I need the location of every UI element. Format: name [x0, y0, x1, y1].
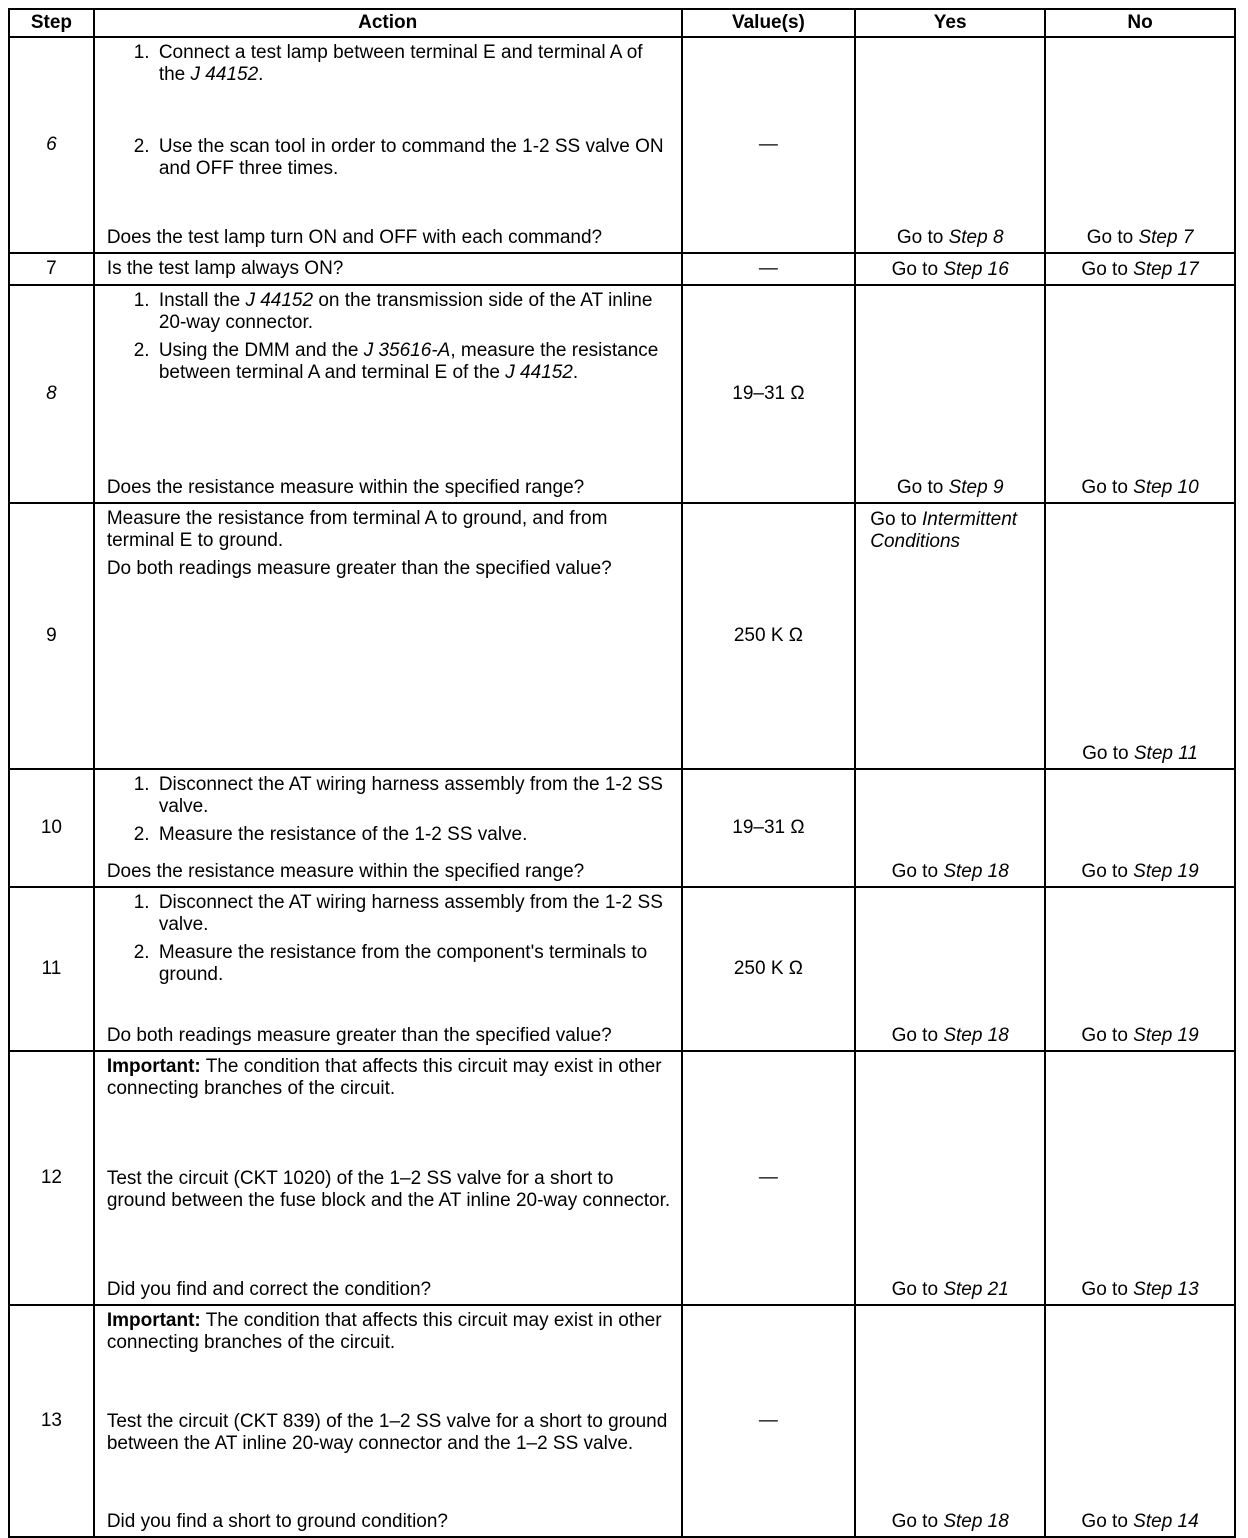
step-number: 8 — [9, 285, 94, 503]
step-link[interactable]: Step 18 — [943, 1511, 1009, 1532]
step-link[interactable]: Step 7 — [1138, 227, 1194, 248]
table-row-step-11 — [9, 887, 1235, 1051]
action-cell — [94, 503, 682, 769]
no-cell: Go to Step 10 — [1045, 285, 1235, 503]
list-item: 2. Measure the resistance from the component's terminals to ground. — [155, 942, 671, 986]
diagnostic-table-page — [8, 8, 1236, 1532]
step-number: 10 — [9, 769, 94, 887]
action-cell — [94, 37, 682, 253]
step-number: 13 — [9, 1305, 94, 1537]
step-number: 7 — [9, 253, 94, 285]
step-link[interactable]: Step 10 — [1133, 477, 1199, 498]
step-number: 9 — [9, 503, 94, 769]
question-text: Does the resistance measure within the specified range? — [106, 477, 585, 498]
question-text: Does the test lamp turn ON and OFF with each command? — [106, 227, 603, 248]
table-row-step-7 — [9, 253, 1235, 285]
value-cell: 19–31 Ω — [682, 769, 856, 887]
yes-cell: Go to Step 9 — [855, 285, 1045, 503]
no-cell: Go to Step 17 — [1045, 253, 1235, 285]
action-cell — [94, 253, 682, 285]
action-cell — [94, 769, 682, 887]
step-link[interactable]: Step 18 — [943, 861, 1009, 882]
no-cell: Go to Step 19 — [1045, 769, 1235, 887]
no-cell: Go to Step 11 — [1045, 503, 1235, 769]
table-row-step-6 — [9, 37, 1235, 253]
step-link[interactable]: Step 16 — [943, 259, 1009, 280]
no-cell: Go to Step 14 — [1045, 1305, 1235, 1537]
step-link[interactable]: Step 11 — [1133, 743, 1198, 764]
table-row-step-12 — [9, 1051, 1235, 1305]
step-number: 6 — [9, 37, 94, 253]
step-link[interactable]: Step 14 — [1133, 1511, 1199, 1532]
header-yes: Yes — [855, 9, 1045, 37]
action-text: Test the circuit (CKT 1020) of the 1–2 SS valve for a short to ground between the fuse block and the AT inline 20-way connector. — [106, 1167, 671, 1211]
yes-cell: Go to Step 18 — [855, 769, 1045, 887]
action-text: Measure the resistance from terminal A to ground, and from terminal E to ground. — [106, 508, 608, 551]
step-link[interactable]: Step 21 — [943, 1279, 1009, 1300]
question-text: Did you find a short to ground condition? — [106, 1511, 448, 1532]
action-cell — [94, 1051, 682, 1305]
table-row-step-8 — [9, 285, 1235, 503]
list-item: 2. Using the DMM and the J 35616-A, measure the resistance between terminal A and terminal E of the J 44152. — [155, 340, 671, 384]
step-number: 11 — [9, 887, 94, 1051]
value-cell: — — [682, 253, 856, 285]
diagnostic-table — [8, 8, 1236, 1538]
value-cell: — — [682, 37, 856, 253]
step-link[interactable]: Step 18 — [943, 1025, 1009, 1046]
yes-cell: Go to Step 18 — [855, 887, 1045, 1051]
table-row-step-10 — [9, 769, 1235, 887]
yes-cell: Go to Intermittent Conditions — [855, 503, 1045, 769]
step-number: 12 — [9, 1051, 94, 1305]
action-list — [107, 774, 671, 846]
question-text: Do both readings measure greater than the specified value? — [106, 558, 612, 579]
no-cell: Go to Step 13 — [1045, 1051, 1235, 1305]
value-cell: 250 K Ω — [682, 887, 856, 1051]
list-item: 1. Disconnect the AT wiring harness assembly from the 1-2 SS valve. — [155, 892, 671, 936]
header-no: No — [1045, 9, 1235, 37]
value-cell: 250 K Ω — [682, 503, 856, 769]
important-note: Important: The condition that affects this circuit may exist in other connecting branches of the circuit. — [106, 1310, 662, 1353]
value-cell: — — [682, 1305, 856, 1537]
header-row — [9, 9, 1235, 37]
step-link[interactable]: Step 19 — [1133, 861, 1199, 882]
step-link[interactable]: Step 13 — [1133, 1279, 1199, 1300]
action-cell — [94, 285, 682, 503]
table-row-step-13 — [9, 1305, 1235, 1537]
value-cell: — — [682, 1051, 856, 1305]
list-item: 1. Disconnect the AT wiring harness assembly from the 1-2 SS valve. — [155, 774, 671, 818]
action-text: Test the circuit (CKT 839) of the 1–2 SS valve for a short to ground between the AT inline 20-way connector and the 1–2 SS valve. — [106, 1410, 668, 1454]
step-link[interactable]: Intermittent Conditions — [870, 509, 1018, 552]
action-cell — [94, 887, 682, 1051]
header-values: Value(s) — [682, 9, 856, 37]
step-link[interactable]: Step 9 — [948, 477, 1004, 498]
question-text: Do both readings measure greater than the specified value? — [106, 1025, 612, 1046]
yes-cell: Go to Step 8 — [855, 37, 1045, 253]
action-list — [107, 892, 671, 992]
question-text: Did you find and correct the condition? — [106, 1279, 432, 1300]
list-item: 1. Install the J 44152 on the transmission side of the AT inline 20-way connector. — [155, 290, 671, 334]
step-link[interactable]: Step 17 — [1133, 259, 1199, 280]
important-note: Important: The condition that affects this circuit may exist in other connecting branches of the circuit. — [106, 1056, 662, 1099]
action-list — [107, 290, 671, 390]
no-cell: Go to Step 19 — [1045, 887, 1235, 1051]
yes-cell: Go to Step 21 — [855, 1051, 1045, 1305]
header-step: Step — [9, 9, 94, 37]
question-text: Is the test lamp always ON? — [106, 258, 344, 279]
value-cell: 19–31 Ω — [682, 285, 856, 503]
yes-cell: Go to Step 16 — [855, 253, 1045, 285]
step-link[interactable]: Step 8 — [948, 227, 1004, 248]
action-cell — [94, 1305, 682, 1537]
action-list — [107, 42, 671, 186]
question-text: Does the resistance measure within the specified range? — [106, 861, 585, 882]
list-item: 1. Connect a test lamp between terminal E and terminal A of the J 44152. — [155, 42, 671, 86]
list-item: 2. Measure the resistance of the 1-2 SS valve. — [155, 824, 671, 846]
step-link[interactable]: Step 19 — [1133, 1025, 1199, 1046]
table-row-step-9 — [9, 503, 1235, 769]
no-cell: Go to Step 7 — [1045, 37, 1235, 253]
header-action: Action — [94, 9, 682, 37]
yes-cell: Go to Step 18 — [855, 1305, 1045, 1537]
list-item: 2. Use the scan tool in order to command the 1-2 SS valve ON and OFF three times. — [155, 136, 671, 180]
